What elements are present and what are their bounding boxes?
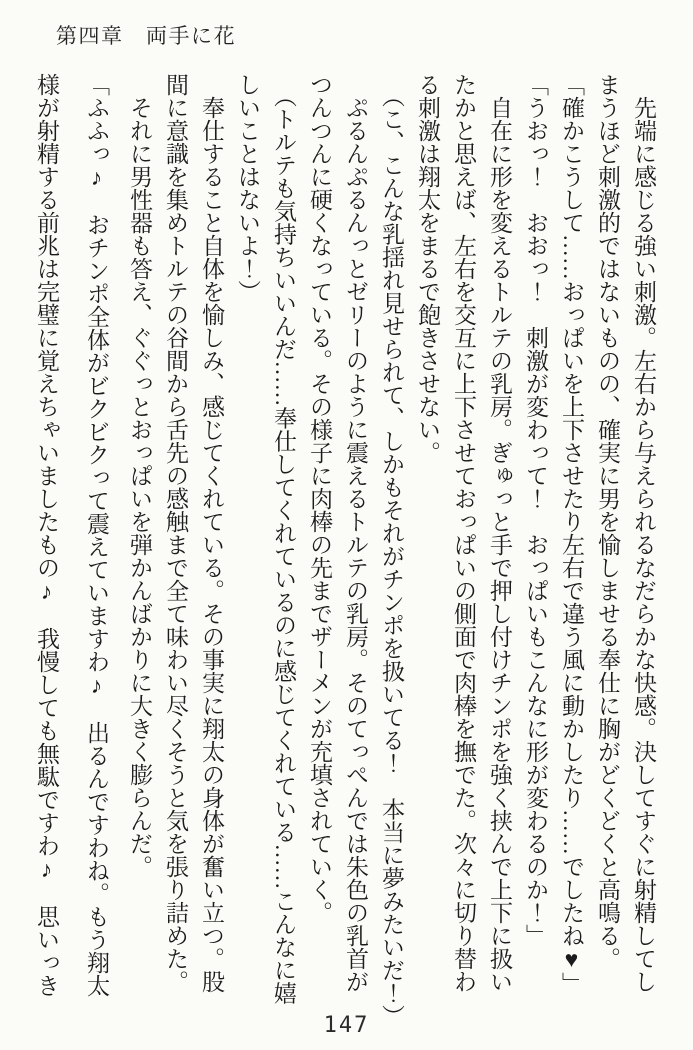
text-column: つんつんに硬くなっている。その様子に肉棒の先までザーメンが充填されていく。 (307, 73, 332, 924)
text-column: 「ふふっ♪ おチンポ全体がビクビクって震えていますわ♪ 出るんですわね。もう翔太 (84, 73, 109, 997)
text-column: （こ、こんな乳揺れ見せられて、しかもそれがチンポを扱いてる！ 本当に夢みたいだ！） (379, 73, 404, 1028)
text-column: 「確かこうして……おっぱいを上下させたり左右で違う風に動かしたり……でしたね♥」 (559, 73, 584, 995)
text-column: しいことはないよ！） (235, 73, 260, 303)
chapter-header: 第四章 両手に花 (56, 24, 236, 48)
text-column: 奉仕すること自体を愉しみ、感じてくれている。その事実に翔太の身体が奮い立つ。股 (199, 73, 224, 993)
page-number: 147 (323, 1013, 370, 1038)
text-column: 自在に形を変えるトルテの乳房。ぎゅっと手で押し付けチンポを強く挟んで上下に扱い (487, 73, 512, 993)
text-column: （トルテも気持ちいいんだ……奉仕してくれているのに感じてくれている……こんなに嬉 (271, 73, 296, 1005)
text-column: 「うおっ！ おおっ！ 刺激が変わって！ おっぱいもこんなに形が変わるのか！」 (523, 73, 548, 947)
text-column: 様が射精する前兆は完璧に覚えちゃいましたもの♪ 我慢しても無駄ですわ♪ 思いっき (34, 73, 59, 997)
text-column: 先端に感じる強い刺激。左右から与えられるなだらかな快感。決してすぐに射精してし (631, 73, 656, 993)
text-column: る刺激は翔太をまるで飽きさせない。 (415, 73, 440, 464)
text-column: たかと思えば、左右を交互に上下させておっぱいの側面で肉棒を撫でた。次々に切り替わ (451, 73, 476, 993)
text-column: まうほど刺激的ではないものの、確実に男を愉しませる奉仕に胸がどくどくと高鳴る。 (595, 73, 620, 970)
text-column: 間に意識を集めトルテの谷間から舌先の感触まで全て味わい尽くそうと気を張り詰めた。 (163, 73, 188, 993)
text-column: それに男性器も答え、ぐぐっとおっぱいを弾かんばかりに大きく膨らんだ。 (127, 73, 152, 878)
text-column: ぷるんぷるんっとゼリーのように震えるトルテの乳房。そのてっぺんでは朱色の乳首が (343, 73, 368, 993)
